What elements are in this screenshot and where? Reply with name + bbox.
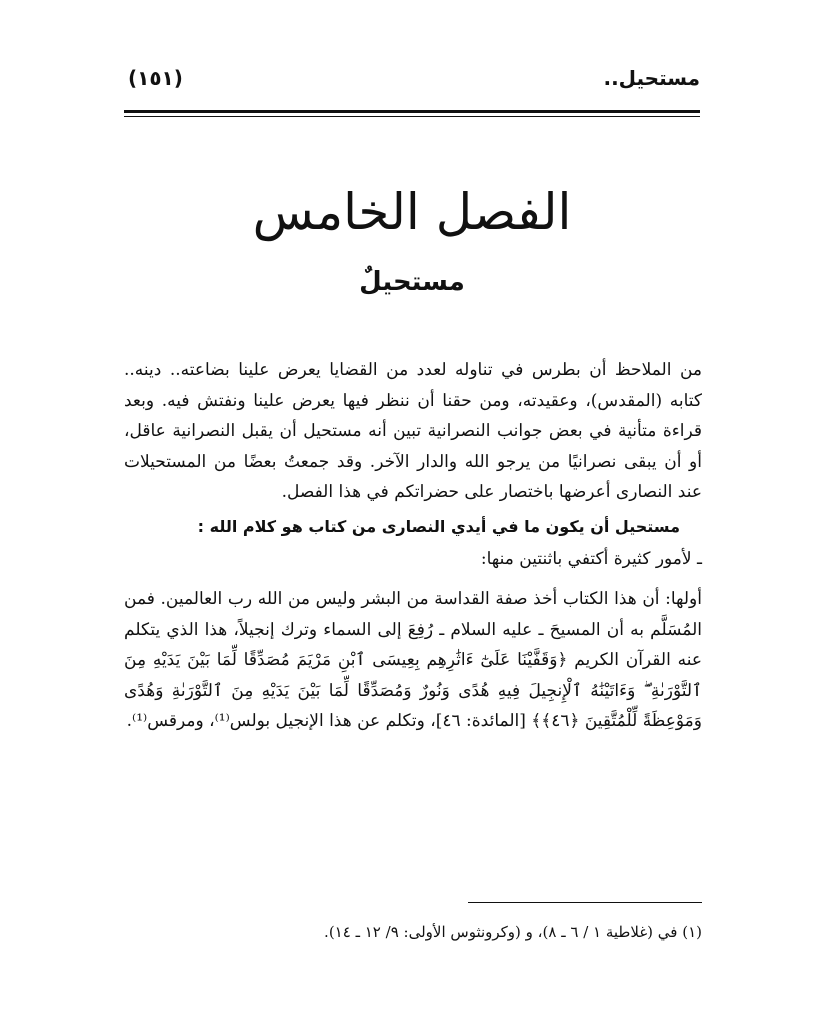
running-title: مستحيل.. — [603, 66, 700, 90]
lead-line: ـ لأمور كثيرة أكتفي باثنتين منها: — [480, 548, 702, 569]
body-text — [124, 355, 702, 737]
section-heading: مستحيل أن يكون ما في أيدي النصارى من كتاب هو كلام الله : — [197, 516, 680, 536]
point-one-text: أولها: أن هذا الكتاب أخذ صفة القداسة من البشر وليس من الله رب العالمين. فمن المُسَلَّم به أن المسيحَ ـ عليه السلام ـ رُفِعَ إلى السماء وترك إنجيلاً، هذا الذي يتكلم عنه القرآن الكريم — [124, 589, 702, 670]
page-header — [124, 66, 700, 116]
quran-verse: ﴿وَقَفَّيْنَا عَلَىٰٓ ءَاثَٰرِهِم بِعِيسَى ٱبْنِ مَرْيَمَ مُصَدِّقًا لِّمَا بَيْنَ يَدَيْهِ مِنَ ٱلتَّوْرَىٰةِ ۖ وَءَاتَيْنَٰهُ ٱلْإِنجِيلَ فِيهِ هُدًى وَنُورٌ وَمُصَدِّقًا لِّمَا بَيْنَ يَدَيْهِ مِنَ ٱلتَّوْرَىٰةِ وَهُدًى وَمَوْعِظَةً لِّلْمُتَّقِينَ ﴿٤٦﴾﴾ — [124, 650, 702, 731]
chapter-subtitle: مستحيلٌ — [359, 267, 465, 297]
footnote: (١) في (غلاطية ١ / ٦ ـ ٨)، و (وكرونثوس الأولى: ٩/ ١٢ ـ ١٤). — [324, 923, 702, 941]
point-one-paragraph — [124, 584, 702, 737]
header-rule-thick — [124, 110, 700, 113]
chapter-title: الفصل الخامس — [252, 183, 572, 241]
point-one-tail: [المائدة: ٤٦]، وتكلم عن هذا الإنجيل بولس⁽¹⁾، ومرقس⁽¹⁾. — [126, 711, 526, 731]
footnote-rule — [468, 902, 702, 903]
intro-paragraph: من الملاحظ أن بطرس في تناوله لعدد من القضايا يعرض علينا بضاعته.. دينه.. كتابه (المقدس)، وعقيدته، ومن حقنا أن ننظر فيها يعرض علينا ونفتش فيه. وبعد قراءة متأنية في بعض جوانب النصرانية تبين أنه مستحيل أن يقبل النصرانية عاقل، أو أن يبقى نصرانيًا من يرجو الله والدار الآخر. وقد جمعتُ بعضًا من المستحيلات عند النصارى أعرضها باختصار على حضراتكم في هذا الفصل. — [124, 360, 702, 502]
header-rule-thin — [124, 116, 700, 117]
page-number: (١٥١) — [128, 66, 183, 90]
